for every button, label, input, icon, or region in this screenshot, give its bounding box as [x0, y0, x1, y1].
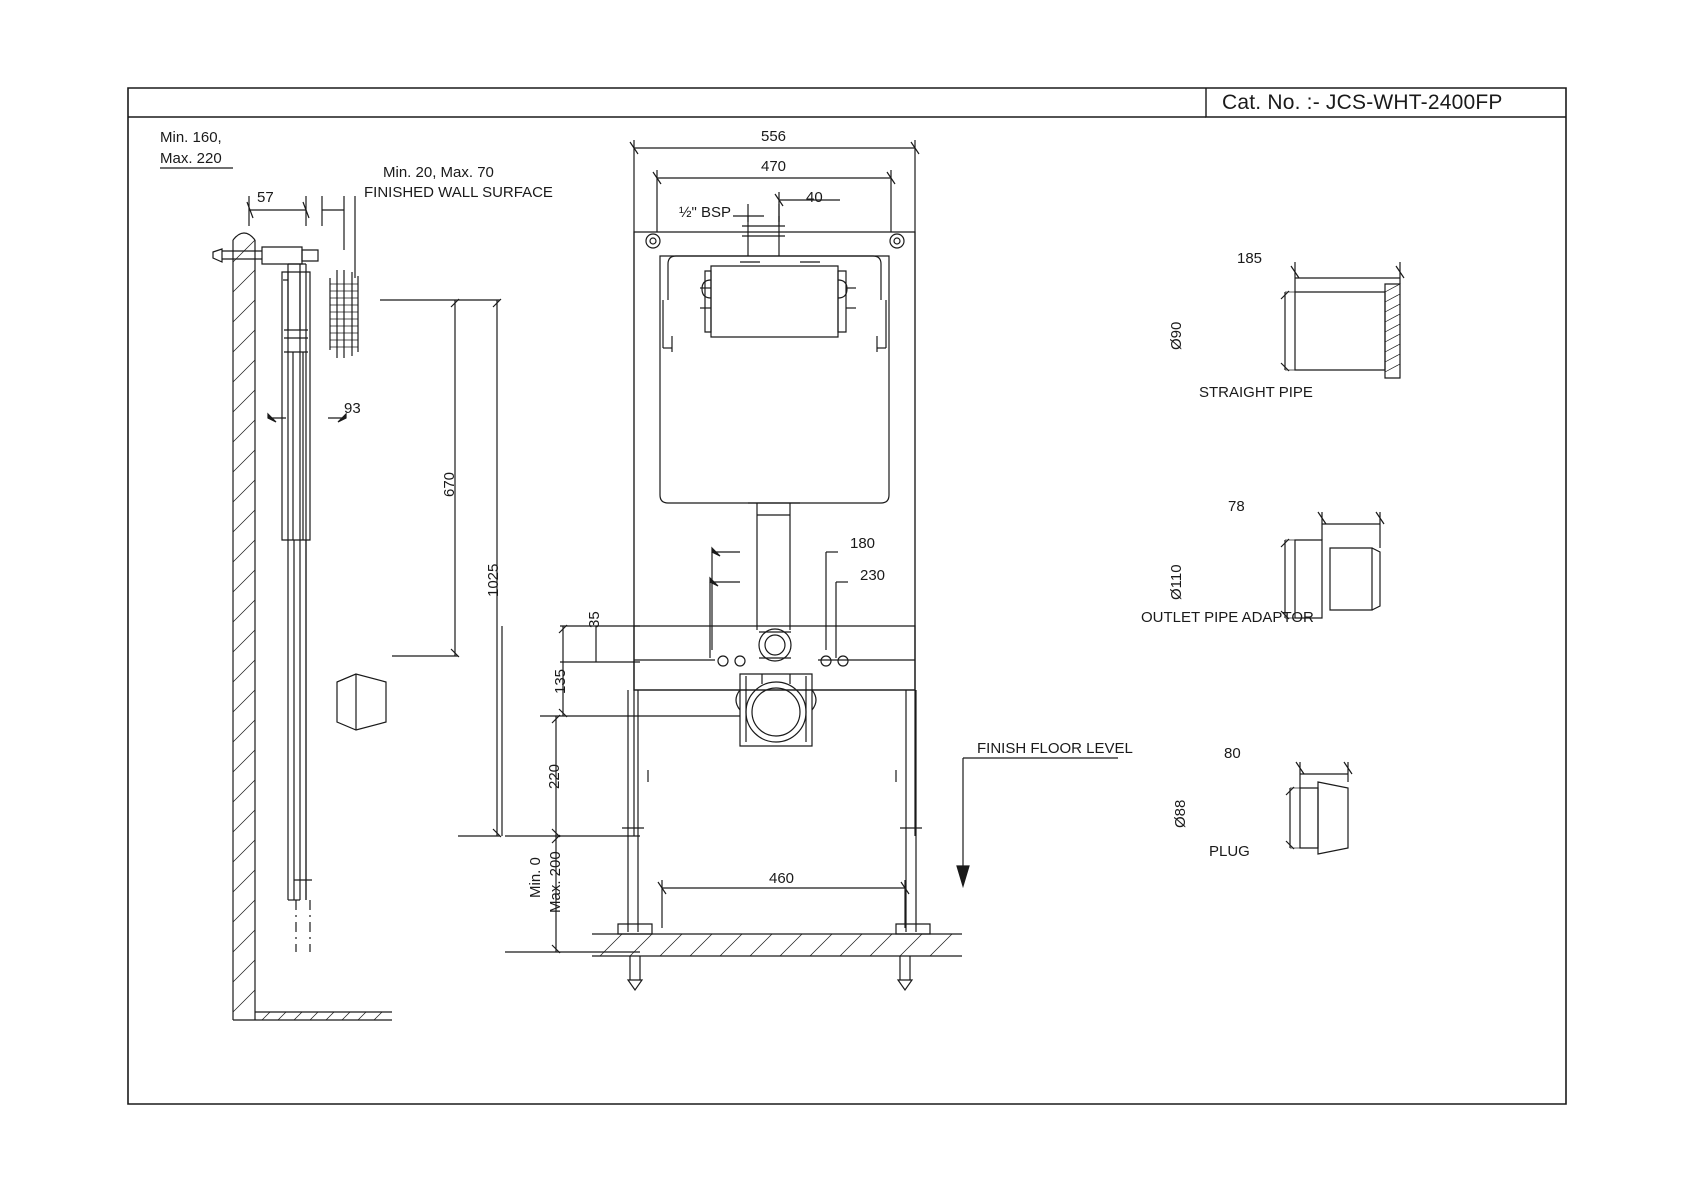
- finished-wall-surface-label: FINISHED WALL SURFACE: [364, 184, 553, 201]
- dim-min0-label: Min. 0: [527, 857, 544, 898]
- dim-460-label: 460: [769, 870, 795, 887]
- outlet-adaptor-name-label: OUTLET PIPE ADAPTOR: [1141, 609, 1314, 626]
- dim-93-label: 93: [344, 400, 361, 417]
- dim-35-label: 35: [586, 611, 603, 628]
- outlet-adaptor-diameter-label: Ø110: [1168, 564, 1185, 600]
- catalog-number-label: Cat. No. :- JCS-WHT-2400FP: [1222, 91, 1503, 114]
- straight-pipe-name-label: STRAIGHT PIPE: [1199, 384, 1313, 401]
- plug-length-label: 80: [1224, 745, 1241, 762]
- dim-135-label: 135: [552, 668, 569, 694]
- dim-40-label: 40: [806, 189, 823, 206]
- dim-556-label: 556: [761, 128, 787, 145]
- dim-180-label: 180: [850, 535, 876, 552]
- dim-220-label: 220: [546, 763, 563, 789]
- finish-floor-level-label: FINISH FLOOR LEVEL: [977, 740, 1133, 757]
- dim-bsp-label: ½" BSP: [679, 204, 732, 221]
- straight-pipe-diameter-label: Ø90: [1168, 321, 1185, 350]
- part-outlet-adaptor-geometry: [1281, 512, 1384, 619]
- dim-670-label: 670: [441, 471, 458, 497]
- straight-pipe-length-label: 185: [1237, 250, 1263, 267]
- dim-max220-label: Max. 220: [160, 150, 222, 167]
- plug-diameter-label: Ø88: [1172, 799, 1189, 828]
- dim-1025-label: 1025: [485, 563, 502, 597]
- dim-57-label: 57: [257, 189, 274, 206]
- part-straight-pipe-geometry: [1281, 262, 1404, 378]
- outlet-adaptor-length-label: 78: [1228, 498, 1245, 515]
- dim-max200-label: Max. 200: [547, 851, 564, 913]
- dim-wall-note-label: Min. 20, Max. 70: [383, 164, 494, 181]
- dim-min160-label: Min. 160,: [160, 129, 222, 146]
- part-plug-geometry: [1286, 762, 1352, 854]
- dim-470-label: 470: [761, 158, 787, 175]
- side-view-geometry: [160, 168, 501, 1020]
- dim-230-label: 230: [860, 567, 886, 584]
- front-view-geometry: [502, 140, 1118, 990]
- plug-name-label: PLUG: [1209, 843, 1250, 860]
